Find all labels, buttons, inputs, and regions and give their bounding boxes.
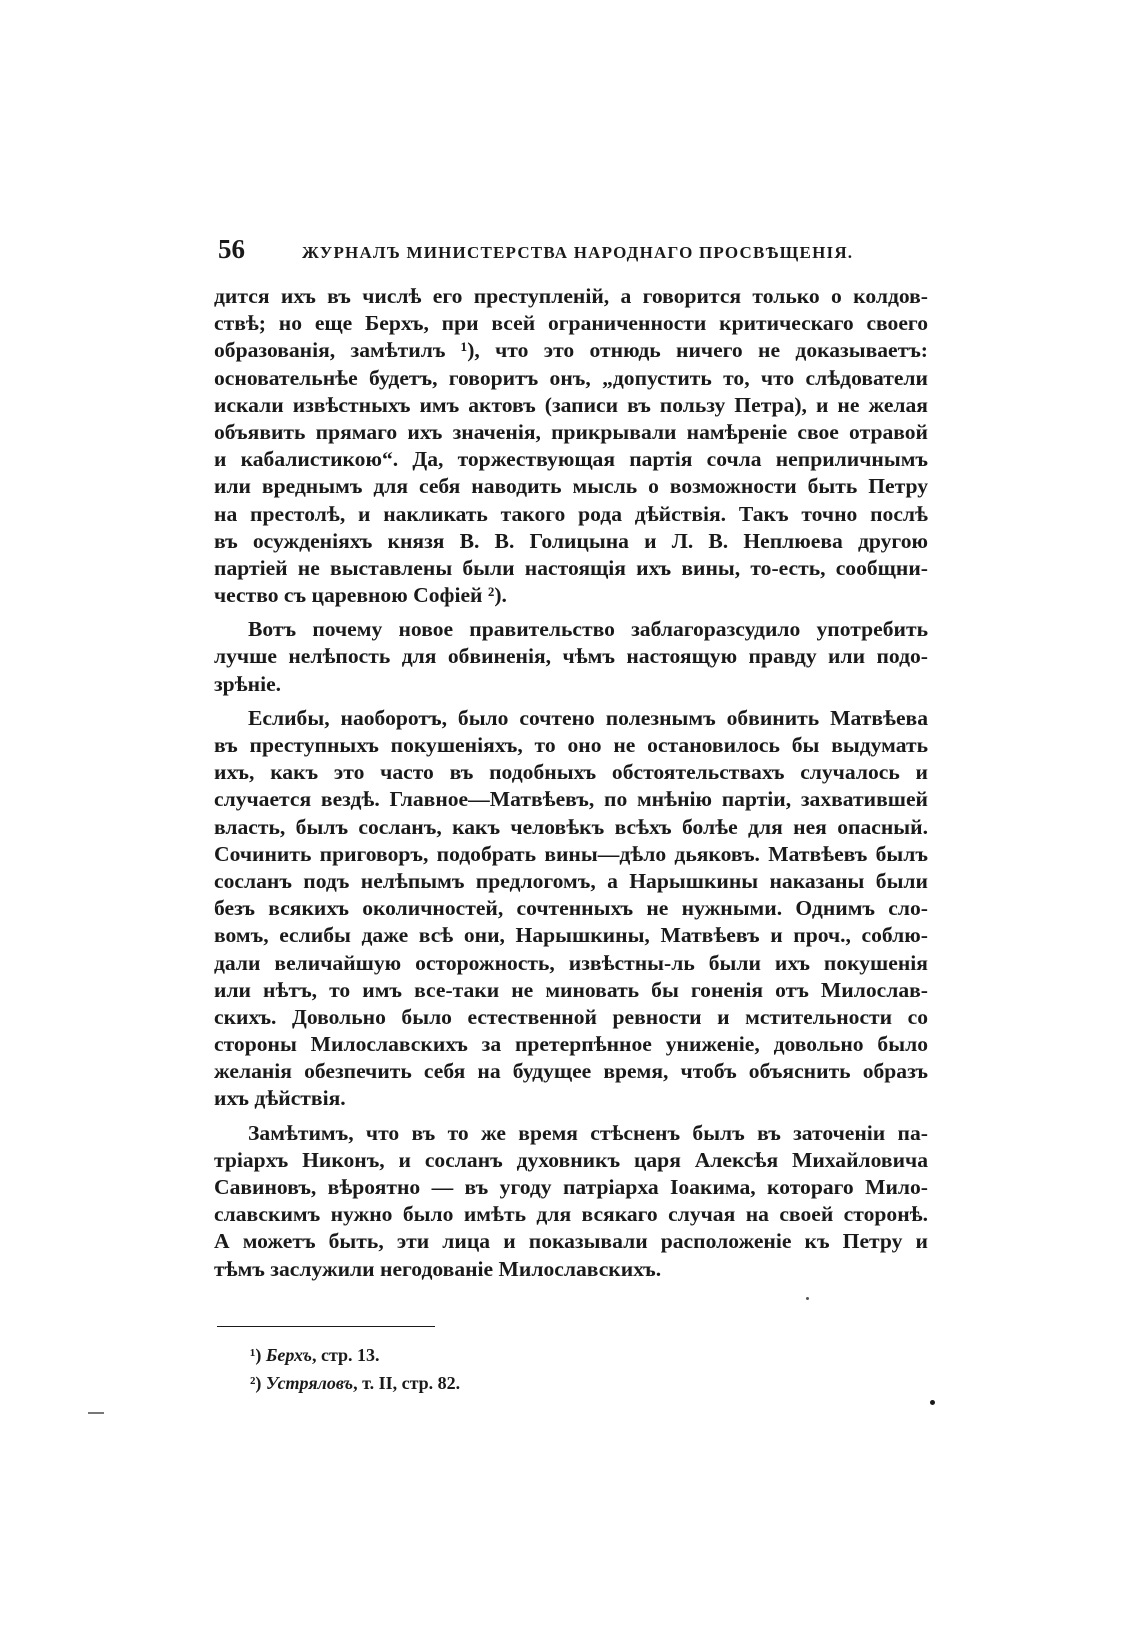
text-line: Замѣтимъ, что въ то же время стѣсненъ былъ въ заточеніи па- — [248, 1120, 928, 1145]
text-line: ствѣ; но еще Берхъ, при всей ограниченности критическаго своего — [214, 311, 928, 336]
text-line: зрѣніе. — [214, 671, 282, 696]
text-line: славскимъ нужно было имѣть для всякаго случая на своей сторонѣ. — [214, 1202, 928, 1227]
text-line: или вреднымъ для себя наводить мысль о возможности быть Петру — [214, 474, 928, 499]
footnote-separator — [217, 1326, 435, 1327]
body-text — [214, 283, 928, 1290]
text-line: Еслибы, наоборотъ, было сочтено полезнымъ обвинить Матвѣева — [248, 705, 928, 730]
text-line: случается вездѣ. Главное—Матвѣевъ, по мнѣнію партіи, захватившей — [214, 787, 928, 812]
footnote-ref: , т. II, стр. 82. — [353, 1373, 461, 1393]
running-head — [218, 234, 858, 270]
text-line: въ преступныхъ покушеніяхъ, то оно не остановилось бы выдумать — [214, 733, 928, 757]
text-line: въ осужденіяхъ князя В. В. Голицына и Л. В. Неплюева другою — [214, 528, 928, 553]
scan-speck — [806, 1297, 809, 1300]
text-line: тріархъ Никонъ, и сосланъ духовникъ царя Алексѣя Михайловича — [214, 1147, 928, 1172]
text-line: основательнѣе будетъ, говоритъ онъ, „допустить то, что слѣдователи — [214, 365, 928, 390]
paragraph — [214, 283, 928, 609]
footnote-ref: , стр. 13. — [312, 1345, 380, 1365]
text-line: Вотъ почему новое правительство заблагоразсудило употребить — [248, 617, 928, 642]
text-line: тѣмъ заслужили негодованіе Милославскихъ. — [214, 1256, 662, 1281]
journal-title: ЖУРНАЛЪ МИНИСТЕРСТВА НАРОДНАГО ПРОСВѢЩЕНІЯ. — [302, 243, 854, 262]
text-line: власть, былъ сосланъ, какъ человѣкъ всѣхъ болѣе для нея опасный. — [214, 814, 928, 839]
page-number: 56 — [218, 234, 245, 264]
text-line: сосланъ подъ нелѣпымъ предлогомъ, а Нарышкины наказаны были — [214, 868, 928, 893]
text-line: ихъ, какъ это часто въ подобныхъ обстоятельствахъ случалось и — [214, 760, 928, 785]
scan-mark — [88, 1412, 104, 1414]
text-line: чество съ царевною Софіей ²). — [214, 583, 507, 608]
text-line: лучше нелѣпость для обвиненія, чѣмъ настоящую правду или подо- — [214, 644, 928, 669]
paragraph — [214, 1120, 928, 1283]
text-line: желанія обезпечить себя на будущее время, чтобъ объяснить образъ — [214, 1059, 928, 1084]
text-line: ихъ дѣйствія. — [214, 1086, 346, 1111]
text-line: Сочинить приговоръ, подобрать вины—дѣло дьяковъ. Матвѣевъ былъ — [214, 841, 928, 866]
text-line: и кабалистикою“. Да, торжествующая партія сочла неприличнымъ — [214, 447, 928, 472]
text-line: стороны Милославскихъ за претерпѣнное униженіе, довольно было — [214, 1032, 928, 1057]
footnote-author: Берхъ — [265, 1345, 312, 1365]
text-line: дали величайшую осторожность, извѣстны-ль были ихъ покушенія — [214, 950, 928, 975]
text-line: дится ихъ въ числѣ его преступленій, а говорится только о колдов- — [214, 284, 928, 308]
paragraph — [214, 616, 928, 698]
text-line: или нѣтъ, то имъ все-таки не миновать бы гоненія отъ Милослав- — [214, 977, 928, 1002]
text-line: объявить прямаго ихъ значенія, прикрывали намѣреніе свое отравой — [214, 419, 928, 444]
text-line: на престолѣ, и накликать такого рода дѣйствія. Такъ точно послѣ — [214, 501, 928, 526]
text-line: безъ всякихъ околичностей, сочтенныхъ не нужными. Однимъ сло- — [214, 896, 928, 921]
text-line: Савиновъ, вѣроятно — въ угоду патріарха Іоакима, котораго Мило- — [214, 1175, 928, 1199]
paragraph — [214, 705, 928, 1113]
footnotes — [250, 1341, 750, 1397]
text-line: А можетъ быть, эти лица и показывали расположеніе къ Петру и — [214, 1229, 928, 1254]
text-line: партіей не выставлены были настоящія ихъ вины, то-есть, сообщни- — [214, 555, 928, 580]
text-line: вомъ, еслибы даже всѣ они, Нарышкины, Матвѣевъ и проч., соблю- — [214, 923, 928, 948]
text-line: образованія, замѣтилъ ¹), что это отнюдь ничего не доказываетъ: — [214, 338, 928, 363]
footnote-mark: ¹) — [250, 1345, 262, 1365]
footnote — [250, 1369, 750, 1397]
footnote-author: Устряловъ — [265, 1373, 354, 1393]
footnote-mark: ²) — [250, 1373, 262, 1393]
footnote — [250, 1341, 750, 1369]
scan-speck — [930, 1400, 935, 1405]
text-line: искали извѣстныхъ имъ актовъ (записи въ пользу Петра), и не желая — [214, 392, 928, 417]
text-line: скихъ. Довольно было естественной ревности и мстительности со — [214, 1004, 928, 1029]
